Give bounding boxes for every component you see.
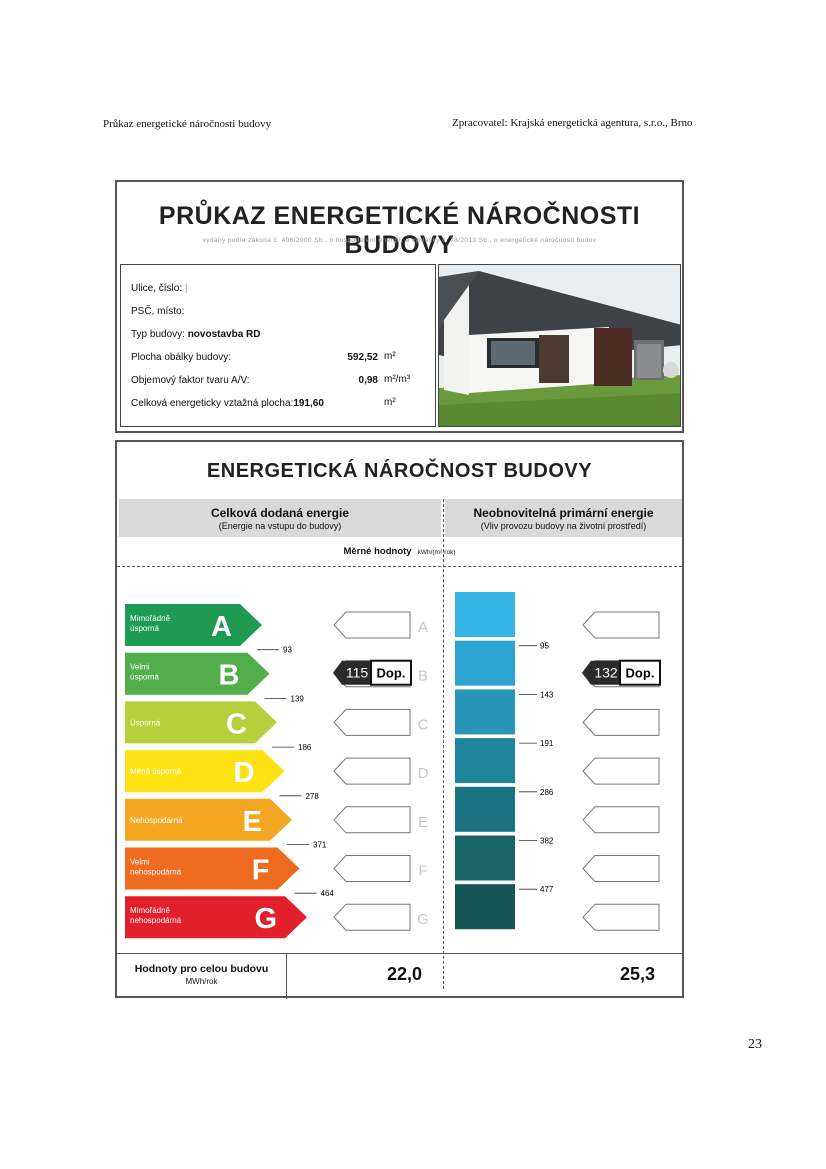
street-label: Ulice, číslo:: [131, 283, 183, 294]
class-letter-f: F: [251, 854, 270, 887]
class-letter-e: E: [242, 805, 262, 838]
primary-bar-a: [455, 592, 515, 637]
left-class-marker-c: [334, 709, 410, 735]
primary-bar-d: [455, 738, 515, 783]
totals-title: Hodnoty pro celou budovu: [134, 963, 269, 975]
shape-factor-label: Objemový faktor tvaru A/V:: [131, 375, 250, 386]
left-class-marker-g: [334, 904, 410, 930]
class-name-f: Velmi: [130, 857, 150, 867]
page-header-right: Zpracovatel: Krajská energetická agentura, s.r.o., Brno: [452, 117, 693, 129]
energy-scale: [117, 568, 682, 958]
right-column-header: [445, 499, 682, 537]
page-number: 23: [748, 1037, 762, 1052]
right-total-value: 25,3: [620, 964, 656, 984]
left-flag-value: 115: [345, 664, 369, 681]
right-threshold-value: 95: [540, 641, 549, 651]
class-letter-b: B: [218, 659, 240, 692]
left-column-header: [119, 499, 441, 537]
left-class-marker-letter-g: G: [417, 911, 429, 929]
left-class-marker-f: [334, 856, 410, 882]
building-info: [120, 264, 436, 427]
type-value: novostavba RD: [187, 329, 261, 340]
left-flag-label: Dop.: [376, 665, 406, 681]
right-class-marker-c: [583, 709, 659, 735]
left-class-marker-letter-a: A: [417, 619, 429, 636]
class-name-g: Mimořádně: [130, 906, 171, 916]
area-label: Celková energeticky vztažná plocha:: [131, 398, 294, 409]
primary-bar-b: [455, 641, 515, 686]
left-class-marker-letter-c: C: [417, 716, 429, 734]
certificate-subtitle: vydaný podle zákona č. 406/2000 Sb., o hospodaření energií, a vyhlášky č. 78/2013 Sb., o energetické náročnosti budov: [202, 237, 597, 244]
right-class-marker-f: [583, 856, 659, 882]
left-threshold-value: 278: [305, 791, 319, 801]
energy-rating-card: [115, 440, 684, 998]
primary-bar-g: [455, 884, 515, 929]
class-name2-b: úsporná: [130, 672, 159, 682]
area-unit: m²: [384, 397, 396, 408]
shape-factor-value: 0,98: [358, 375, 378, 386]
right-column-title: Neobnovitelná primární energie: [473, 506, 654, 520]
rating-title: ENERGETICKÁ NÁROČNOST BUDOVY: [206, 460, 593, 482]
primary-bar-f: [455, 836, 515, 881]
divider: [117, 566, 682, 567]
area-value: 191,60: [293, 398, 324, 409]
left-class-marker-letter-b: B: [417, 667, 429, 685]
class-name2-f: nehospodárná: [130, 867, 182, 877]
house-render-image: [438, 264, 681, 427]
class-letter-g: G: [254, 903, 277, 936]
right-flag-value: 132: [594, 664, 618, 681]
right-threshold-value: 191: [540, 739, 554, 749]
zip-label: PSČ, místo:: [131, 306, 185, 317]
left-threshold-value: 93: [283, 645, 292, 655]
page-header-left: Průkaz energetické náročnosti budovy: [103, 118, 272, 130]
shape-factor-unit: m²/m³: [384, 374, 411, 385]
left-threshold-value: 139: [290, 694, 304, 704]
class-name2-a: úsporná: [130, 624, 159, 633]
left-threshold-value: 464: [320, 889, 334, 899]
left-column-title: Celková dodaná energie: [210, 506, 350, 520]
left-class-marker-letter-f: F: [418, 862, 428, 880]
street-value: |: [184, 283, 188, 294]
left-class-marker-a: [334, 612, 410, 638]
right-class-marker-a: [583, 612, 659, 638]
right-class-marker-e: [583, 807, 659, 833]
left-class-marker-letter-e: E: [417, 813, 429, 831]
right-flag-label: Dop.: [625, 665, 655, 681]
left-class-marker-letter-d: D: [417, 765, 429, 783]
left-class-marker-e: [334, 807, 410, 833]
envelope-value: 592,52: [347, 352, 378, 363]
class-name-c: Úsporná: [130, 718, 161, 728]
class-name-d: Méně úsporná: [130, 767, 182, 777]
class-letter-c: C: [226, 708, 247, 741]
primary-bar-c: [455, 689, 515, 734]
left-threshold-value: 371: [313, 840, 327, 850]
specific-values-label: Měrné hodnoty kWh/(m²·rok): [343, 546, 456, 557]
envelope-label: Plocha obálky budovy:: [131, 352, 232, 363]
class-name-a: Mimořádně: [130, 614, 171, 623]
totals-label: [117, 954, 287, 999]
right-threshold-value: 143: [540, 690, 554, 700]
right-class-marker-d: [583, 758, 659, 784]
envelope-unit: m²: [384, 351, 396, 362]
certificate-card: [115, 180, 684, 433]
left-threshold-value: 186: [298, 743, 312, 753]
totals-unit: MWh/rok: [185, 977, 218, 986]
type-label: Typ budovy:: [131, 329, 185, 340]
right-threshold-value: 382: [540, 836, 554, 846]
left-total-value: 22,0: [387, 964, 423, 984]
right-class-marker-g: [583, 904, 659, 930]
class-letter-a: A: [211, 611, 232, 643]
left-class-marker-d: [334, 758, 410, 784]
class-name-e: Nehospodárná: [130, 815, 183, 825]
class-name-b: Velmi: [130, 662, 150, 672]
right-threshold-value: 286: [540, 787, 554, 797]
left-column-subtitle: (Energie na vstupu do budovy): [218, 521, 342, 531]
right-threshold-value: 477: [540, 885, 554, 895]
primary-bar-e: [455, 787, 515, 832]
class-name2-g: nehospodárná: [130, 916, 182, 926]
totals-row: [117, 953, 682, 999]
certificate-title: PRŮKAZ ENERGETICKÉ NÁROČNOSTI BUDOVY: [158, 202, 641, 259]
class-letter-d: D: [233, 757, 255, 790]
right-column-subtitle: (Vliv provozu budovy na životní prostředí): [480, 521, 647, 531]
